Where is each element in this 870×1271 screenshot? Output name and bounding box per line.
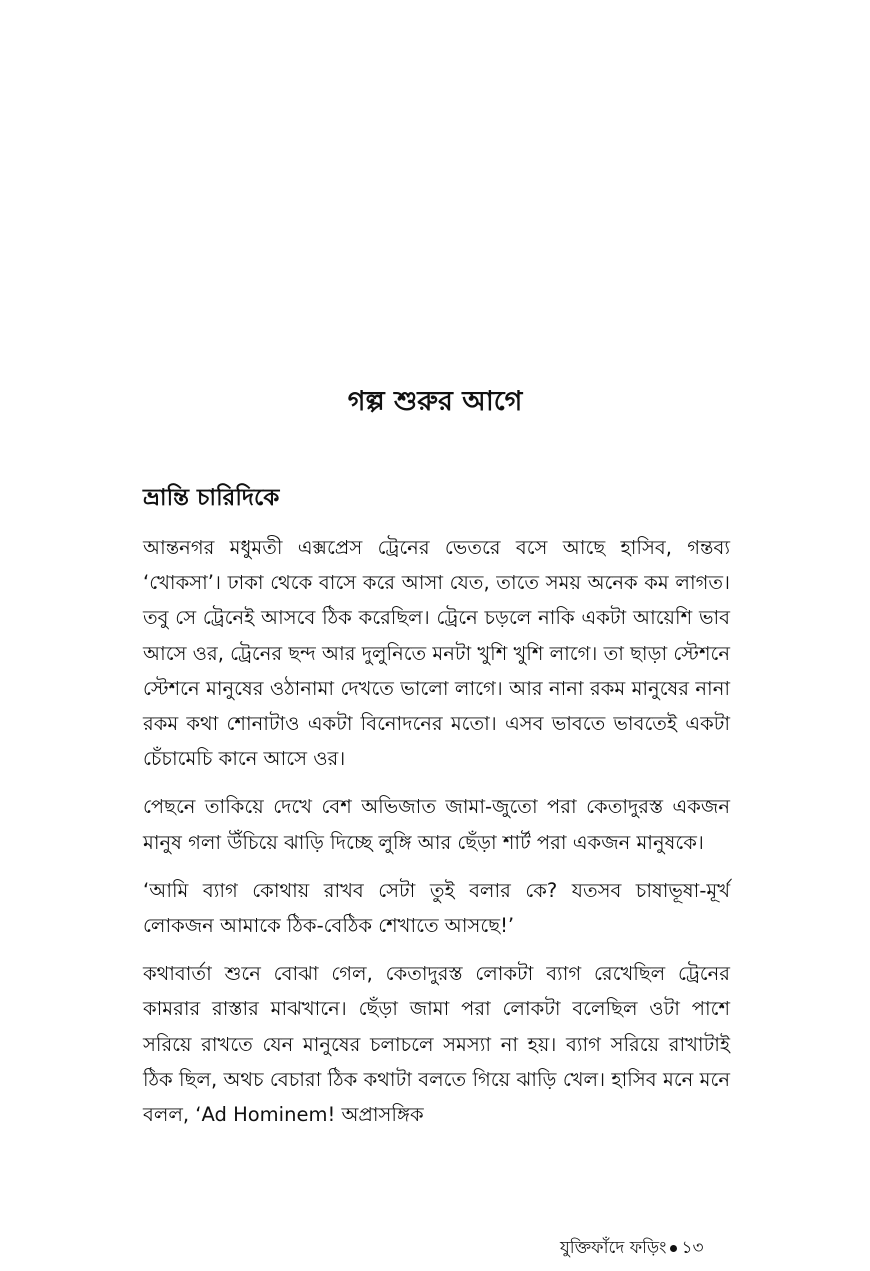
paragraph: পেছনে তাকিয়ে দেখে বেশ অভিজাত জামা-জুতো পরা কেতাদুরস্ত একজন মানুষ গলা উঁচিয়ে ঝাড়ি দিচ্ছে লুঙ্গি আর ছেঁড়া শার্ট পরা একজন মানুষকে। — [143, 795, 730, 854]
chapter-title: গল্প শুরুর আগে — [347, 386, 523, 417]
paragraph: আন্তনগর মধুমতী এক্সপ্রেস ট্রেনের ভেতরে বসে আছে হাসিব, গন্তব্য ‘খোকসা’। ঢাকা থেকে বাসে করে আসা যেত, তাতে সময় অনেক কম লাগত। তবু সে ট্রেনেই আসবে ঠিক করেছিল। ট্রেনে চড়লে নাকি একটা আয়েশি ভাব আসে ওর, ট্রেনের ছন্দ আর দুলুনিতে মনটা খুশি খুশি লাগে। তা ছাড়া স্টেশনে স্টেশনে মানুষের ওঠানামা দেখতে ভালো লাগে। আর নানা রকম মানুষের নানা রকম কথা শোনাটাও একটা বিনোদনের মতো। এসব ভাবতে ভাবতেই একটা চেঁচামেচি কানে আসে ওর। — [143, 536, 730, 771]
section-heading: ভ্রান্তি চারিদিকে — [143, 485, 280, 511]
page-footer — [560, 1235, 740, 1261]
footer-book-title: যুক্তিফাঁদে ফড়িং — [560, 1238, 667, 1258]
paragraph: ‘আমি ব্যাগ কোথায় রাখব সেটা তুই বলার কে? যতসব চাষাভূষা-মূর্খ লোকজন আমাকে ঠিক-বেঠিক শেখাতে আসছে!’ — [143, 878, 730, 938]
body-text — [143, 530, 730, 1145]
bullet-icon — [670, 1245, 677, 1252]
paragraph: কথাবার্তা শুনে বোঝা গেল, কেতাদুরস্ত লোকটা ব্যাগ রেখেছিল ট্রেনের কামরার রাস্তার মাঝখানে। ছেঁড়া জামা পরা লোকটা বলেছিল ওটা পাশে সরিয়ে রাখতে যেন মানুষের চলাচলে সমস্যা না হয়। ব্যাগ সরিয়ে রাখাটাই ঠিক ছিল, অথচ বেচারা ঠিক কথাটা বলতে গিয়ে ঝাড়ি খেল। হাসিব মনে মনে বলল, ‘Ad Hominem! অপ্রাসঙ্গিক — [143, 962, 730, 1127]
page-number: ১৩ — [681, 1238, 704, 1258]
